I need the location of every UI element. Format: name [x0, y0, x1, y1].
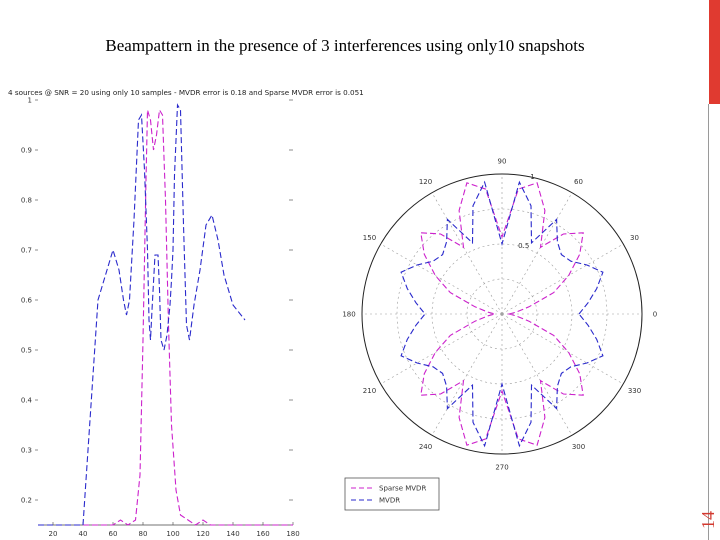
polar-spoke [502, 244, 623, 314]
polar-spoke [381, 244, 502, 314]
polar-angle-label: 300 [571, 443, 586, 452]
legend-label: Sparse MVDR [379, 484, 427, 493]
chart-subtitle: 4 sources @ SNR = 20 using only 10 samples - MVDR error is 0.18 and Sparse MVDR error is 0.051 [8, 88, 364, 97]
polar-angle-label: 150 [362, 234, 377, 242]
x-tick-label: 40 [78, 530, 88, 538]
x-tick-label: 140 [226, 530, 240, 538]
polar-angle-label: 270 [495, 463, 509, 472]
polar-radial-label: 0.5 [518, 242, 530, 251]
x-tick-label: 100 [166, 530, 180, 538]
polar-spoke [381, 314, 502, 384]
series-line-mvdr [38, 105, 245, 525]
legend-box [345, 478, 439, 510]
polar-angle-label: 120 [418, 177, 433, 186]
page-number: 14 [698, 511, 718, 529]
y-tick-label: 0.5 [20, 346, 32, 355]
y-tick-label: 0.3 [20, 446, 32, 455]
line-chart-series [38, 105, 293, 525]
x-tick-label: 180 [286, 530, 300, 538]
polar-angle-label: 330 [627, 387, 642, 395]
polar-angle-label: 210 [362, 387, 377, 395]
y-tick-label: 0.8 [20, 196, 32, 205]
x-tick-label: 160 [256, 530, 270, 538]
polar-angle-label: 0 [652, 310, 658, 319]
y-tick-label: 0.4 [20, 396, 32, 405]
x-tick-label: 60 [108, 530, 118, 538]
accent-tab [709, 0, 720, 104]
y-tick-label: 0.9 [20, 146, 32, 155]
y-tick-label: 0.7 [20, 246, 32, 255]
polar-angle-label: 60 [574, 177, 583, 186]
polar-spoke [502, 314, 623, 384]
legend-label: MVDR [379, 496, 401, 505]
slide-title: Beampattern in the presence of 3 interferences using only10 snapshots [105, 36, 585, 55]
series-line-sparse-mvdr [38, 110, 293, 525]
x-tick-label: 20 [48, 530, 58, 538]
polar-radial-label: 1 [530, 173, 535, 182]
y-tick-label: 0.6 [20, 296, 32, 305]
polar-angle-label: 30 [630, 234, 639, 242]
y-tick-label: 0.2 [20, 496, 32, 505]
x-tick-label: 120 [196, 530, 210, 538]
polar-angle-label: 90 [497, 157, 507, 166]
polar-angle-label: 240 [418, 443, 433, 452]
x-tick-label: 80 [138, 530, 148, 538]
chart-legend [345, 478, 439, 510]
polar-chart [342, 158, 657, 472]
polar-angle-label: 180 [342, 310, 356, 319]
side-divider [708, 104, 709, 540]
y-tick-label: 1 [27, 96, 32, 105]
